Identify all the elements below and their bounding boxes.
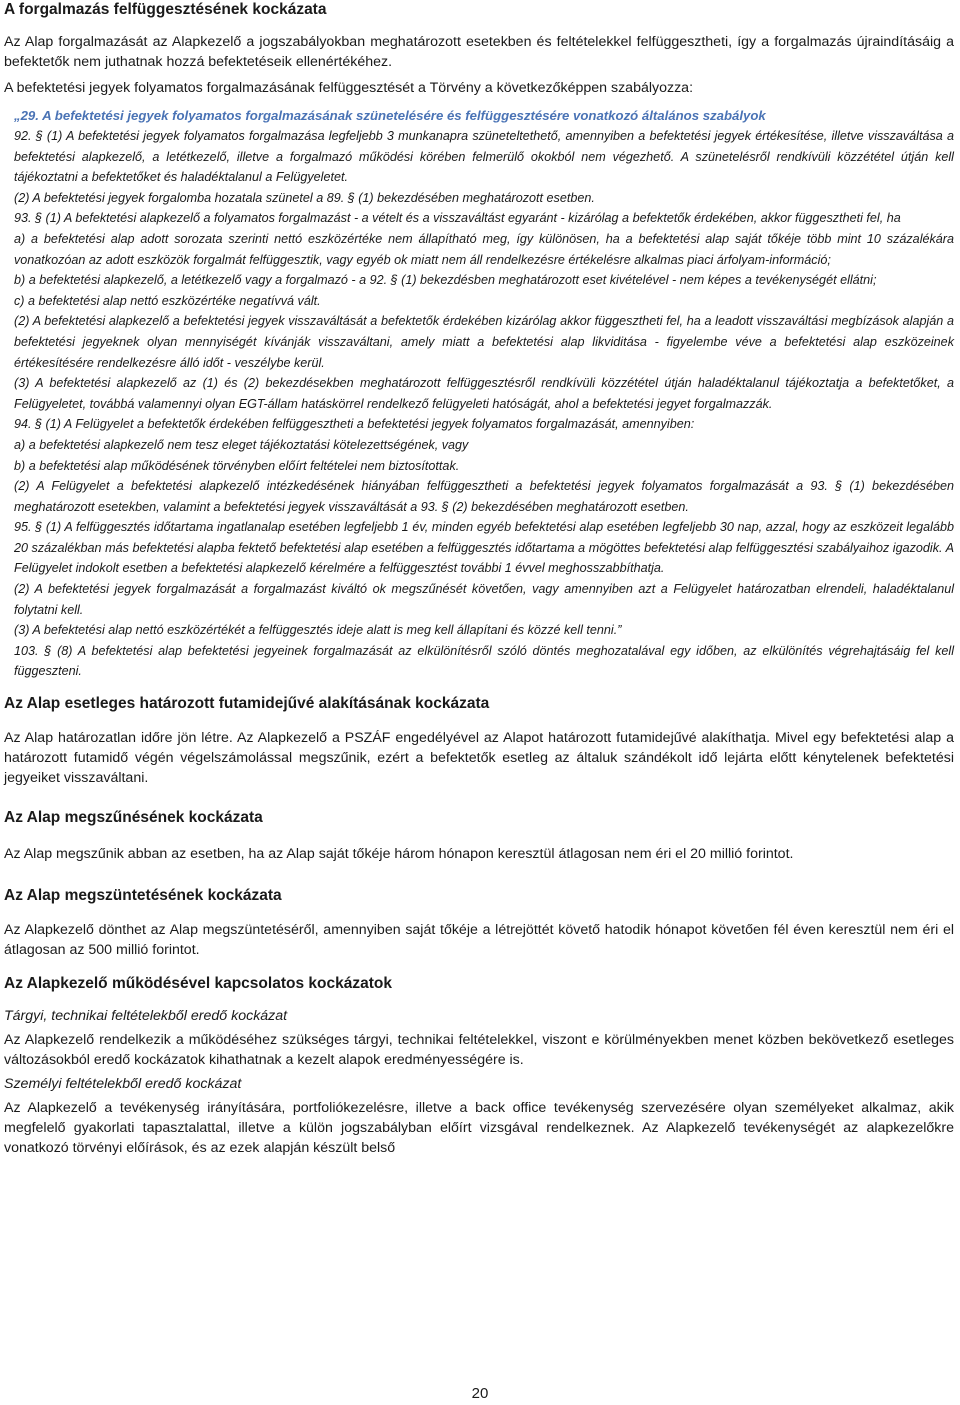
quote-paragraph: 92. § (1) A befektetési jegyek folyamatos forgalmazása legfeljebb 3 munkanapra szüneteltethető, amennyiben a befektetési jegyek értékesítése, illetve visszaváltása a befektetési alapkezelő, a letétkezelő, illetve a forgalmazó működési körében felmerülő okokból nem végezhető. A szünetelésről rendkívüli közzététel útján kell tájékoztatni a befektetőket és haladéktalanul a Felügyeletet. <box>14 129 954 185</box>
quote-paragraph: (3) A befektetési alap nettó eszközértékét a felfüggesztés ideje alatt is meg kell állapítani és közzé kell tenni.” <box>14 623 622 638</box>
paragraph-suspension-intro: Az Alap forgalmazását az Alapkezelő a jogszabályokban meghatározott esetekben és feltételekkel felfüggesztheti, így a forgalmazás újraindításáig a befektetők nem juthatnak hozzá befektetéseik ellenértékéhez. <box>4 34 954 70</box>
subtitle-technical-risk: Tárgyi, technikai feltételekből eredő kockázat <box>4 1008 288 1025</box>
section-title-fixed-term: Az Alap esetleges határozott futamidejűvé alakításának kockázata <box>4 695 490 713</box>
quote-paragraph: (2) A befektetési alapkezelő a befektetési jegyek visszaváltását a befektetők érdekében kizárólag akkor függesztheti fel, ha a leadott visszaváltási megbízások alapján a befektetési jegyeknek olyan mennyiségét kívánják visszaváltani, amely miatt a befektetési alap likviditása - figyelembe véve a befektetési alap eszközeinek értékesítésére rendelkezésre álló időt - veszélybe kerül. <box>14 314 954 370</box>
section-title-operational-risks: Az Alapkezelő működésével kapcsolatos kockázatok <box>4 975 392 993</box>
quote-paragraph: 95. § (1) A felfüggesztés időtartama ingatlanalap esetében legfeljebb 1 év, minden egyéb befektetési alap esetében legfeljebb 30 nap, azzal, hogy az eszközeit legalább 20 százalékban más befektetési alapba fektető befektetési alap esetében a felfüggesztés időtartama a mögöttes befektetési alap felfüggesztési szabályaihoz igazodik. A Felügyelet indokolt esetben a befektetési alapkezelő kérelmére a felfüggesztést további 1 évvel meghosszabbíthatja. <box>14 520 954 576</box>
paragraph-fixed-term: Az Alap határozatlan időre jön létre. Az Alapkezelő a PSZÁF engedélyével az Alapot határozott futamidejűvé alakíthatja. Mivel egy befektetési alap a határozott futamidő végén végelszámolással megszűnik, ezért a befektetők esetleg az általuk szándékolt idő lejárta előtt kénytelenek befektetési jegyeiket visszaváltani. <box>4 730 954 787</box>
paragraph-suspension-law: A befektetési jegyek folyamatos forgalmazásának felfüggesztését a Törvény a következőképpen szabályozza: <box>4 80 694 96</box>
quote-paragraph: 94. § (1) A Felügyelet a befektetők érdekében felfüggesztheti a befektetési jegyek folyamatos forgalmazását, amennyiben: <box>14 417 695 432</box>
section-title-winding-up: Az Alap megszüntetésének kockázata <box>4 887 282 905</box>
section-title-suspension: A forgalmazás felfüggesztésének kockázata <box>4 1 327 18</box>
subtitle-personnel-risk: Személyi feltételekből eredő kockázat <box>4 1076 242 1093</box>
paragraph-personnel-risk: Az Alapkezelő a tevékenység irányítására, portfoliókezelésre, illetve a back office tevékenység szervezésére olyan személyeket alkalmaz, akik megfelelő gyakorlati tapasztalattal, illetve a külön jogszabályban előírt vizsgával rendelkeznek. Az Alapkezelő tevékenységét az alapkezelőkre vonatkozó törvényi előírások, és az ezek alapján készült belső <box>4 1100 954 1157</box>
quote-paragraph: (3) A befektetési alapkezelő az (1) és (2) bekezdésekben meghatározott felfüggesztésről rendkívüli közzététel útján haladéktalanul tájékoztatja a befektetőket, a Felügyeletet, továbbá valamennyi olyan EGT-állam hatáskörrel rendelkező felügyeleti hatóságát, ahol a befektetési jegyet forgalmazzák. <box>14 376 954 411</box>
quote-heading: „29. A befektetési jegyek folyamatos forgalmazásának szünetelésére és felfüggesztésére vonatkozó általános szabályok <box>14 108 766 123</box>
document-page <box>4 0 954 1158</box>
paragraph-winding-up: Az Alapkezelő dönthet az Alap megszüntetéséről, amennyiben saját tőkéje a létrejöttét követő hatodik hónapot követően fél éven keresztül nem éri el átlagosan az 500 millió forintot. <box>4 922 954 959</box>
quote-paragraph: b) a befektetési alap működésének törvényben előírt feltételei nem biztosítottak. <box>14 458 460 473</box>
paragraph-technical-risk: Az Alapkezelő rendelkezik a működéséhez szükséges tárgyi, technikai feltételekkel, viszont e körülményekben menet közben bekövetkező esetleges változásokból eredő kockázatok kihathatnak a kezelt alapok eredményességére is. <box>4 1032 954 1069</box>
section-title-termination: Az Alap megszűnésének kockázata <box>4 809 263 827</box>
law-quote-block <box>14 126 954 682</box>
quote-paragraph: a) a befektetési alapkezelő nem tesz eleget tájékoztatási kötelezettségének, vagy <box>14 437 469 452</box>
quote-paragraph: (2) A Felügyelet a befektetési alapkezelő intézkedésének hiányában felfüggesztheti a befektetési jegyek folyamatos forgalmazását a 93. § (1) bekezdésében meghatározott esetekben, valamint a befektetési jegyek visszaváltását a 93. § (2) bekezdésében meghatározott esetben. <box>14 479 954 514</box>
quote-paragraph: 93. § (1) A befektetési alapkezelő a folyamatos forgalmazást - a vételt és a visszaváltást egyaránt - kizárólag a befektetők érdekében, akkor függesztheti fel, ha <box>14 211 901 226</box>
quote-paragraph: c) a befektetési alap nettó eszközértéke negatívvá vált. <box>14 293 321 308</box>
quote-paragraph: b) a befektetési alapkezelő, a letétkezelő vagy a forgalmazó - a 92. § (1) bekezdésben meghatározott eset kivételével - nem képes a tevékenységét ellátni; <box>14 273 877 288</box>
paragraph-termination: Az Alap megszűnik abban az esetben, ha az Alap saját tőkéje három hónapon keresztül átlagosan nem éri el 20 millió forintot. <box>4 846 794 863</box>
quote-paragraph: a) a befektetési alap adott sorozata szerinti nettó eszközértéke nem állapítható meg, így különösen, ha a befektetési alap saját tőkéje több mint 10 százalékára vonatkozóan az adott eszközök forgalmát felfüggesztik, vagy egyéb ok miatt nem áll rendelkezésre értékelésre alkalmas piaci árfolyam-információ; <box>14 231 954 267</box>
quote-paragraph: (2) A befektetési jegyek forgalmazását a forgalmazást kiváltó ok megszűnését követően, vagy amennyiben azt a Felügyelet határozatban elrendeli, haladéktalanul folytatni kell. <box>14 582 954 617</box>
page-number: 20 <box>471 1385 489 1402</box>
quote-paragraph: 103. § (8) A befektetési alap befektetési jegyeinek forgalmazását az elkülönítésről szóló döntés meghozatalával egy időben, az elkülönítés végrehajtásáig fel kell függeszteni. <box>14 643 954 679</box>
quote-paragraph: (2) A befektetési jegyek forgalomba hozatala szünetel a 89. § (1) bekezdésében meghatározott esetben. <box>14 190 595 205</box>
